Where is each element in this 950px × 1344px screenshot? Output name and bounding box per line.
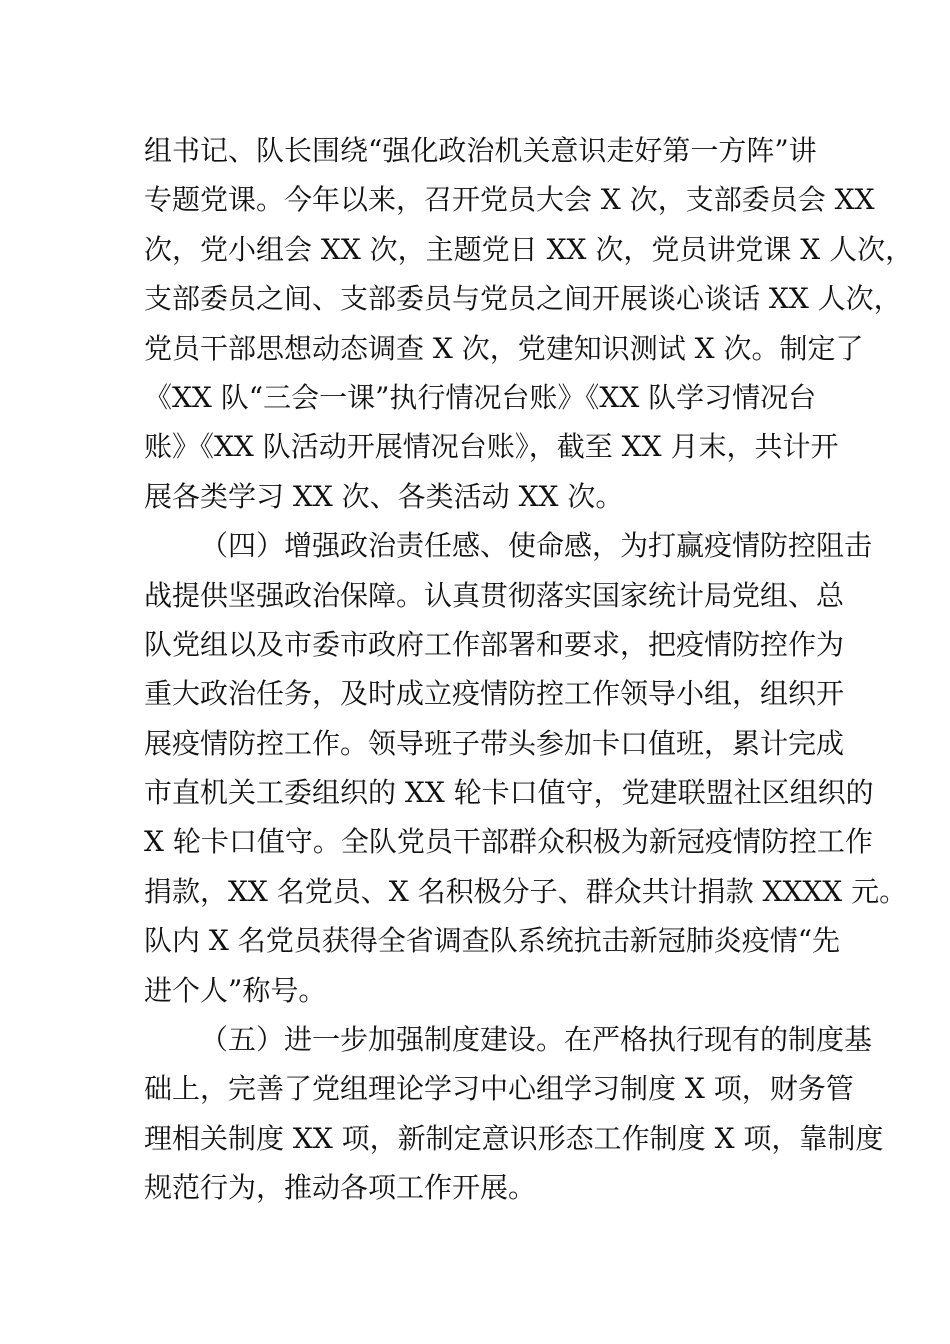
paragraph-line: 支部委员之间、支部委员与党员之间开展谈心谈话 XX 人次，: [144, 282, 902, 316]
paragraph-line: （五）进一步加强制度建设。在严格执行现有的制度基: [200, 1023, 873, 1057]
document-body: [144, 126, 914, 1213]
paragraph-line: 展疫情防控工作。领导班子带头参加卡口值班，累计完成: [144, 726, 845, 760]
paragraph-line: 组书记、队长围绕“强化政治机关意识走好第一方阵”讲: [144, 134, 817, 167]
paragraph-line: 队内 X 名党员获得全省调查队系统抗击新冠肺炎疫情“先: [144, 924, 841, 958]
paragraph-line: 展各类学习 XX 次、各类活动 XX 次。: [144, 479, 624, 513]
paragraph-3: [144, 1015, 884, 1213]
paragraph-line: 《XX 队“三会一课”执行情况台账》《XX 队学习情况台: [144, 380, 817, 414]
paragraph-2: [144, 521, 908, 1015]
paragraph-line: X 轮卡口值守。全队党员干部群众积极为新冠疫情防控工作: [144, 825, 873, 859]
paragraph-line: 础上，完善了党组理论学习中心组学习制度 X 项，财务管: [144, 1072, 854, 1106]
paragraph-line: 党员干部思想动态调查 X 次，党建知识测试 X 次。制定了: [144, 331, 864, 365]
paragraph-line: 队党组以及市委市政府工作部署和要求，把疫情防控作为: [144, 627, 845, 661]
paragraph-line: 账》《XX 队活动开展情况台账》，截至 XX 月末，共计开: [144, 430, 839, 464]
paragraph-line: 重大政治任务，及时成立疫情防控工作领导小组，组织开: [144, 677, 845, 711]
paragraph-line: 次，党小组会 XX 次，主题党日 XX 次，党员讲党课 X 人次，: [144, 232, 914, 266]
paragraph-line: 专题党课。今年以来，召开党员大会 X 次，支部委员会 XX: [144, 183, 875, 217]
paragraph-line: 战提供坚强政治保障。认真贯彻落实国家统计局党组、总: [144, 578, 845, 612]
paragraph-line: 捐款，XX 名党员、X 名积极分子、群众共计捐款 XXXX 元。: [144, 874, 908, 908]
paragraph-1: [144, 126, 914, 521]
paragraph-line: 市直机关工委组织的 XX 轮卡口值守，党建联盟社区组织的: [144, 776, 874, 810]
paragraph-line: 进个人”称号。: [144, 973, 327, 1007]
paragraph-line: 规范行为，推动各项工作开展。: [144, 1171, 537, 1205]
paragraph-line: （四）增强政治责任感、使命感，为打赢疫情防控阻击: [200, 529, 873, 563]
paragraph-line: 理相关制度 XX 项，新制定意识形态工作制度 X 项，靠制度: [144, 1121, 884, 1155]
